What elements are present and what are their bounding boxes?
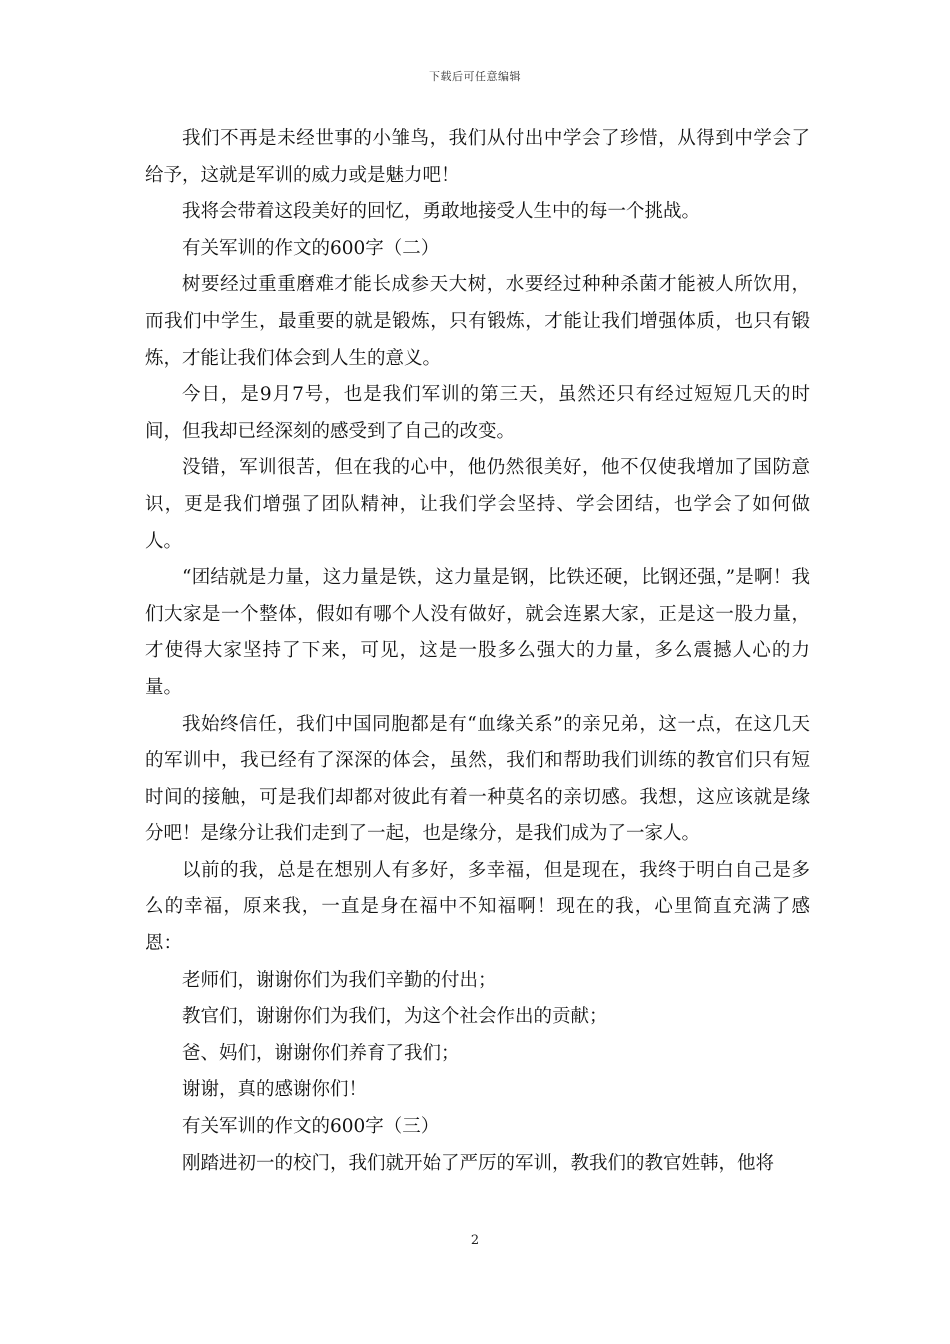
- paragraph: 教官们，谢谢你们为我们，为这个社会作出的贡献；: [182, 1006, 608, 1028]
- paragraph: 以前的我，总是在想别人有多好，多幸福，但是现在，我终于明白自己是多么的幸福，原来我，一直是身在福中不知福啊！现在的我，心里简直充满了感恩：: [145, 859, 810, 955]
- paragraph: “团结就是力量，这力量是铁，这力量是钢，比铁还硬，比钢还强，”是啊！我们大家是一个整体，假如有哪个人没有做好，就会连累大家，正是这一股力量，才使得大家坚持了下来，可见，这是一股多么强大的力量，多么震撼人心的力量。: [145, 567, 810, 698]
- paragraph: 我将会带着这段美好的回忆，勇敢地接受人生中的每一个挑战。: [182, 201, 701, 223]
- paragraph: 爸、妈们，谢谢你们养育了我们；: [182, 1042, 460, 1064]
- paragraph: 老师们，谢谢你们为我们辛勤的付出；: [182, 969, 497, 991]
- page-header: 下载后可任意编辑: [429, 70, 521, 83]
- paragraph: 谢谢，真的感谢你们！: [182, 1079, 368, 1101]
- paragraph: 刚踏进初一的校门，我们就开始了严厉的军训，教我们的教官姓韩，他将: [182, 1152, 775, 1174]
- paragraph: 树要经过重重磨难才能长成参天大树，水要经过种种杀菌才能被人所饮用，而我们中学生，最重要的就是锻炼，只有锻炼，才能让我们增强体质，也只有锻炼，才能让我们体会到人生的意义。: [145, 274, 810, 369]
- document-body: [145, 121, 810, 1182]
- page-number: 2: [470, 1233, 480, 1248]
- paragraph: 没错，军训很苦，但在我的心中，他仍然很美好，他不仅使我增加了国防意识，更是我们增强了团队精神，让我们学会坚持、学会团结，也学会了如何做人。: [145, 457, 810, 552]
- paragraph: 今日，是9月7号，也是我们军训的第三天，虽然还只有经过短短几天的时间，但我却已经深刻的感受到了自己的改变。: [145, 384, 810, 442]
- paragraph: 我始终信任，我们中国同胞都是有“血缘关系”的亲兄弟，这一点，在这几天的军训中，我已经有了深深的体会，虽然，我们和帮助我们训练的教官们只有短时间的接触，可是我们却都对彼此有着一种莫名的亲切感。我想，这应该就是缘分吧！是缘分让我们走到了一起，也是缘分，是我们成为了一家人。: [145, 713, 810, 845]
- section-heading: 有关军训的作文的600字（二）: [182, 237, 440, 259]
- section-heading: 有关军训的作文的600字（三）: [182, 1116, 440, 1138]
- paragraph: 我们不再是未经世事的小雏鸟，我们从付出中学会了珍惜，从得到中学会了给予，这就是军训的威力或是魅力吧！: [145, 128, 810, 186]
